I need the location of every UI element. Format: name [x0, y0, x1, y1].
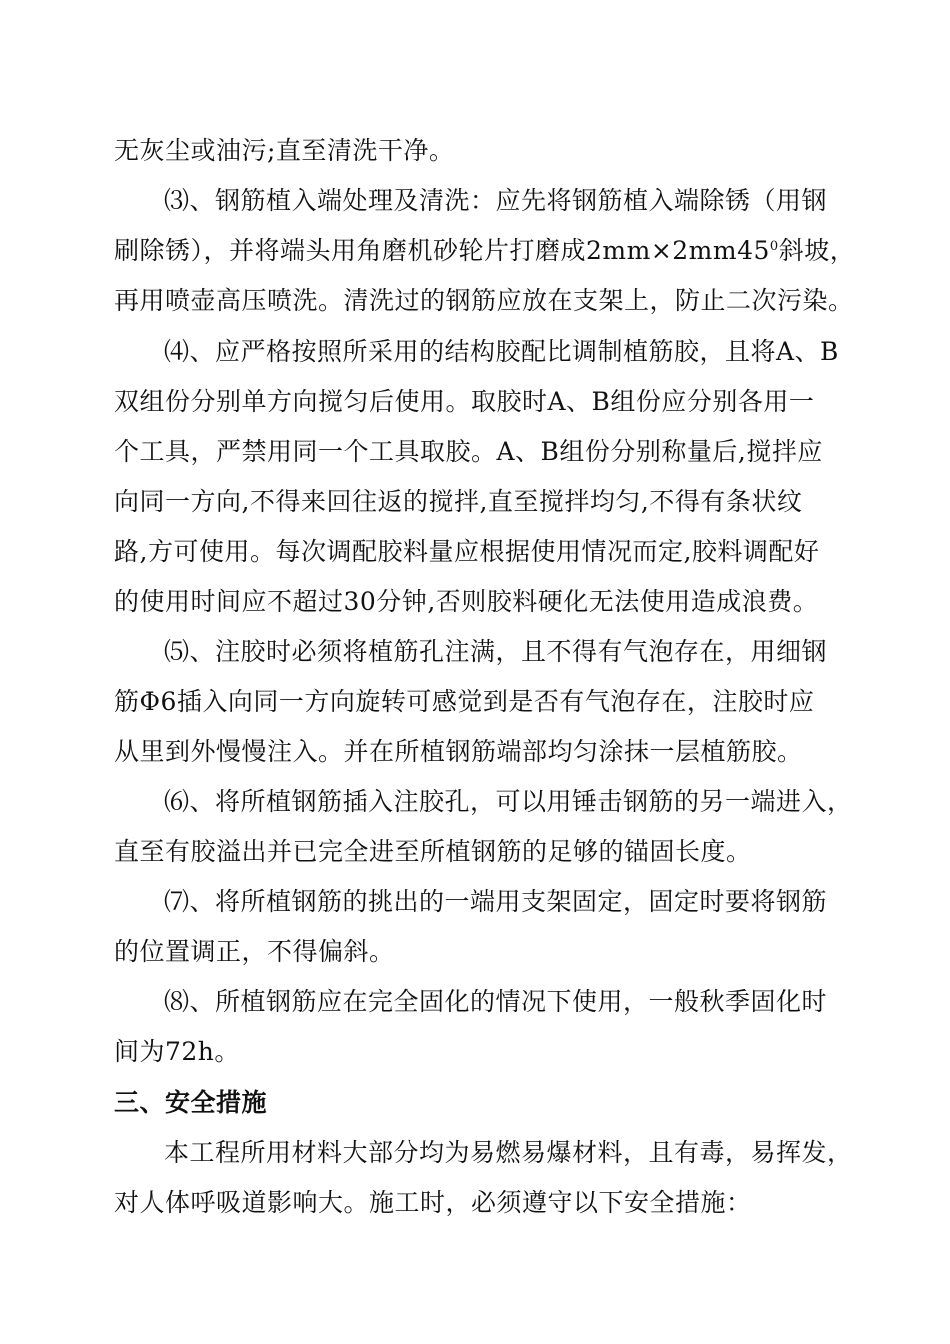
paragraph-text: 斜坡， — [778, 236, 856, 265]
paragraph-line: 本工程所用材料大部分均为易燃易爆材料，且有毒，易挥发， — [164, 1138, 853, 1167]
paragraph-line: 直至有胶溢出并已完全进至所植钢筋的足够的锚固长度。 — [114, 837, 752, 866]
paragraph-line: ⑸、注胶时必须将植筋孔注满，且不得有气泡存在，用细钢 — [164, 637, 828, 666]
section-heading: 三、安全措施 — [114, 1088, 268, 1117]
paragraph-line: ⑹、将所植钢筋插入注胶孔，可以用锤击钢筋的另一端进入， — [164, 787, 853, 816]
paragraph-line: 对人体呼吸道影响大。施工时，必须遵守以下安全措施： — [114, 1188, 752, 1217]
paragraph-line: 向同一方向,不得来回往返的搅拌,直至搅拌均匀,不得有条状纹 — [114, 487, 803, 516]
paragraph-line: ⑻、所植钢筋应在完全固化的情况下使用，一般秋季固化时 — [164, 987, 828, 1016]
paragraph-line: 再用喷壶高压喷洗。清洗过的钢筋应放在支架上，防止二次污染。 — [114, 286, 854, 315]
paragraph-line: 的位置调正，不得偏斜。 — [114, 937, 395, 966]
paragraph-line: 双组份分别单方向搅匀后使用。取胶时A、B组份应分别各用一 — [114, 387, 815, 416]
paragraph-line: 间为72h。 — [114, 1037, 240, 1066]
paragraph-line: 筋Φ6插入向同一方向旋转可感觉到是否有气泡存在，注胶时应 — [114, 687, 815, 716]
paragraph-line: 个工具，严禁用同一个工具取胶。A、B组份分别称量后,搅拌应 — [114, 437, 823, 466]
paragraph-text: 刷除锈），并将端头用角磨机砂轮片打磨成2mm×2mm45 — [114, 236, 770, 265]
paragraph-line: 的使用时间应不超过30分钟,否则胶料硬化无法使用造成浪费。 — [114, 587, 819, 616]
paragraph-line: ⑺、将所植钢筋的挑出的一端用支架固定，固定时要将钢筋 — [164, 887, 828, 916]
paragraph-line: 无灰尘或油污;直至清洗干净。 — [114, 136, 455, 165]
paragraph-line: 从里到外慢慢注入。并在所植钢筋端部均匀涂抹一层植筋胶。 — [114, 737, 803, 766]
paragraph-line: 路,方可使用。每次调配胶料量应根据使用情况而定,胶料调配好 — [114, 537, 820, 566]
paragraph-line: ⑷、应严格按照所采用的结构胶配比调制植筋胶，且将A、B — [164, 337, 839, 366]
degree-superscript: 0 — [769, 239, 779, 254]
paragraph-line — [114, 236, 855, 266]
paragraph-line: ⑶、钢筋植入端处理及清洗：应先将钢筋植入端除锈（用钢 — [164, 186, 828, 215]
